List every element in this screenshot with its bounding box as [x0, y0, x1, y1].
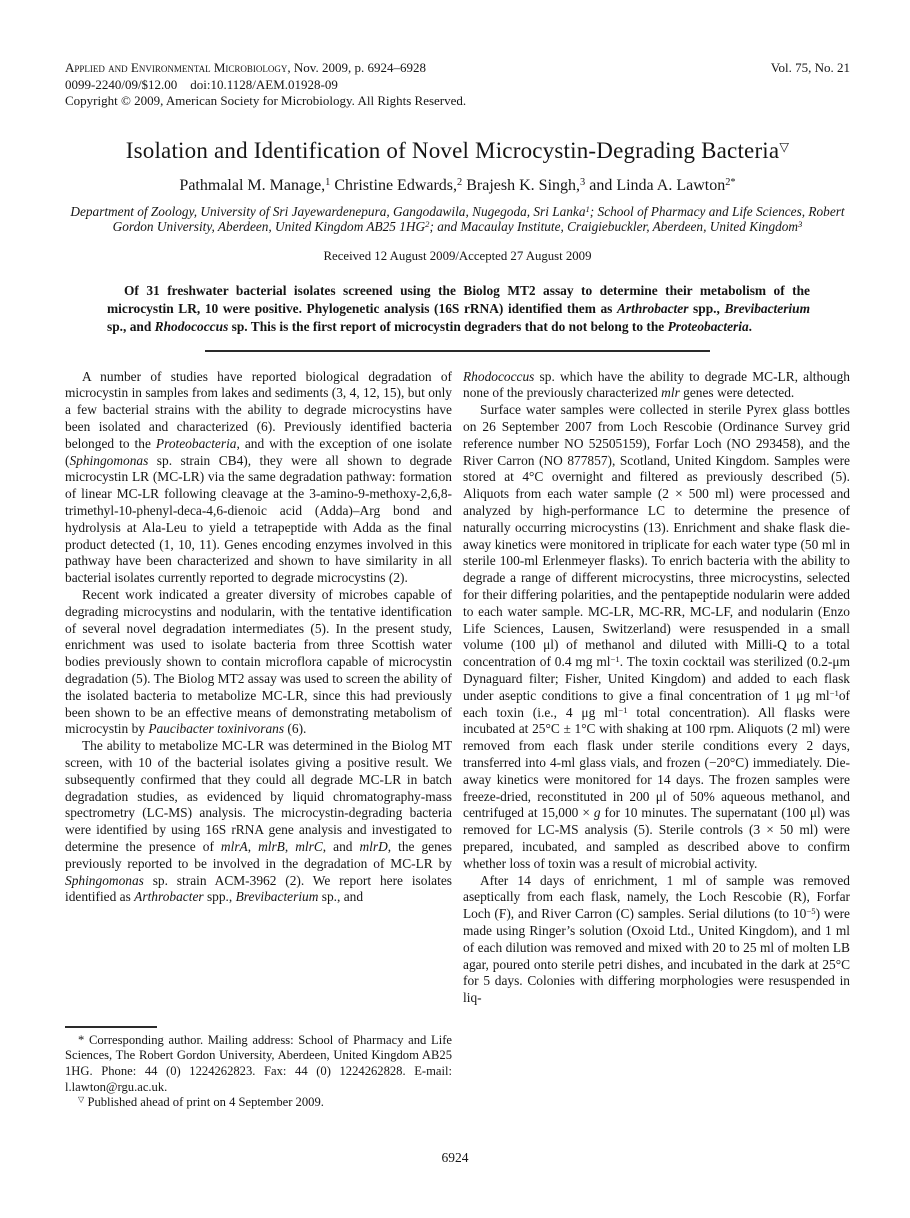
abstract: Of 31 freshwater bacterial isolates screened using the Biolog MT2 assay to determine their metabolism of the microcystin LR, 10 were positive. Phylogenetic analysis (16S rRNA) identified them as Arthrobacter spp., Brevibacterium sp., and Rhodococcus sp. This is the first report of microcystin degraders that do not belong to the Proteobacteria. [107, 282, 810, 334]
paragraph: The ability to metabolize MC-LR was determined in the Biolog MT screen, with 10 of the bacterial isolates giving a positive result. We subsequently confirmed that they could all degrade MC-LR in batch degradation studies, as evidenced by liquid chromatography-mass spectrometry (LC-MS) analysis. The microcystin-degrading bacteria were identified by using 16S rRNA gene analysis and investigated to determine the presence of mlrA, mlrB, mlrC, and mlrD, the genes previously reported to be involved in the degradation of MC-LR by Sphingomonas sp. strain ACM-3962 (2). We report here isolates identified as Arthrobacter spp., Brevibacterium sp., and [65, 738, 452, 905]
left-column [65, 369, 452, 1111]
body-columns [65, 369, 850, 1111]
received-accepted-line: Received 12 August 2009/Accepted 27 August 2009 [323, 248, 592, 263]
masthead-left [65, 60, 850, 110]
paragraph: A number of studies have reported biological degradation of microcystin in samples from lakes and sediments (3, 4, 12, 15), but only a few bacterial strains with the ability to degrade microcystins have been isolated and characterized (6). Previously identified bacteria belonged to the Proteobacteria, and with the exception of one isolate (Sphingomonas sp. strain CB4), they were all shown to degrade microcystin LR (MC-LR) via the same degradation pathway: formation of linear MC-LR following cleavage at the 3-amino-9-methoxy-2,6,8-trimethyl-10-phenyl-deca-4,6-dienoic acid (Adda)–Arg bond and hydrolysis at Ala-Leu to yield a tetrapeptide with Adda as the final product detected (1, 10, 11). Genes encoding enzymes involved in this pathway have been characterized and shown to have similarity in all bacterial isolates currently reported to degrade microcystins (2). [65, 368, 452, 586]
right-column [463, 369, 850, 1111]
authors-line: Pathmalal M. Manage,$^1$ Christine Edwards,$^2$ Brajesh K. Singh,$^3$ and Linda A. Lawton$^{2*}$ [179, 176, 736, 194]
volume-issue-line: Vol. 75, No. 21 [770, 60, 850, 75]
abstract-divider [205, 350, 710, 352]
paragraph: Rhodococcus sp. which have the ability to degrade MC-LR, although none of the previously characterized mlr genes were detected. [463, 368, 850, 401]
footnotes [65, 1026, 452, 1111]
page-number: 6924 [441, 1150, 469, 1165]
issn-doi-line: 0099-2240/09/$12.00 doi:10.1128/AEM.01928-09 [65, 76, 338, 92]
paragraph: Recent work indicated a greater diversity of microbes capable of degrading microcystins and nodularin, with the tentative identification of several novel degradation intermediates (5). In the present study, enrichment was used to isolate bacteria from three Scottish water bodies previously shown to contain microflora capable of microcystin degradation (5). The Biolog MT2 assay was used to screen the ability of the isolated bacteria to metabolize MC-LR, since this had previously been shown to be an effective means of demonstrating metabolism of microcystin by Paucibacter toxinivorans (6). [65, 587, 452, 737]
paragraph: Surface water samples were collected in sterile Pyrex glass bottles on 26 September 2007 from Loch Rescobie (Ordinance Survey grid reference number NO 52505159), Forfar Loch (NO 293458), and the River Carron (NO 877857), Scotland, United Kingdom. Samples were stored at 4°C overnight and filtered as previously described (5). Aliquots from each water sample (2 × 500 ml) were processed and analyzed by high-performance LC to determine the presence of naturally occurring microcystins (13). Enrichment and shake flask die-away kinetics were monitored in triplicate for each water type (50 ml in sterile 100-ml Erlenmeyer flasks). To enrich bacteria with the ability to degrade a range of different microcystins, three microcystins, selected for their differing polarities, and the pentapeptide nodularin were added to each water sample. MC-LR, MC-RR, MC-LF, and nodularin (Enzo Life Sciences, Lausen, Switzerland) were resuspended in a small volume (100 μl) of methanol and diluted with Milli-Q to a total concentration of 0.4 mg $ml^{-1}$. The toxin cocktail was sterilized (0.2-μm Dynaguard filter; Fisher, United Kingdom) and added to each flask under aseptic conditions to give a final concentration of 1 μg $ml^{-1}of$ each toxin (i.e., 4 μg $ml^{-1}$ total concentration). All flasks were incubated at 25°C ± 1°C with shaking at 100 rpm. Aliquots (2 ml) were removed from each flask under sterile conditions every 2 days, transferred into 4-ml glass vials, and frozen (−20°C) immediately. Die-away kinetics were monitored for 14 days. The frozen samples were freeze-dried, reconstituted in 200 μl of 50% aqueous methanol, and centrifuged at 15,000 × g for 10 minutes. The supernatant (100 μl) was removed for LC-MS analysis (5). Sterile controls (3 × 50 ml) were prepared, incubated, and sampled as described above to confirm whether loss of toxin was a result of microbial activity. [463, 402, 850, 871]
left-column-text [65, 369, 452, 907]
journal-citation-line: Applied and Environmental Microbiology, Nov. 2009, p. 6924–6928 [65, 60, 426, 75]
article-title: Isolation and Identification of Novel Microcystin-Degrading Bacteria▽ [125, 137, 790, 163]
footnote-divider [65, 1026, 157, 1028]
affiliations: Department of Zoology, University of Sri Jayewardenepura, Gangodawila, Nugegoda, Sri Lanka$^1$; School of Pharmacy and Life Sciences, Robert Gordon University, Aberdeen, United Kingdom AB25 $1HG^2$; and Macaulay Institute, Craigiebuckler, Aberdeen, United Kingdom$^3$ [70, 203, 845, 235]
footnote-text [65, 1033, 452, 1111]
masthead [65, 60, 850, 110]
right-column-text [463, 369, 850, 1007]
paragraph: After 14 days of enrichment, 1 ml of sample was removed aseptically from each flask, namely, the Loch Rescobie (R), Forfar Loch (F), and River Carron (C) samples. Serial dilutions (to $10^{-5}$) were made using Ringer’s solution (Oxoid Ltd., United Kingdom), and 1 ml of each dilution was removed and mixed with 20 to 25 ml of molten LB agar, poured onto sterile petri dishes, and incubated in the dark at 25°C for 5 days. Colonies with differing morphologies were resuspended in liq- [463, 872, 850, 1006]
copyright-line: Copyright © 2009, American Society for Microbiology. All Rights Reserved. [65, 93, 467, 108]
paragraph: ▽ Published ahead of print on 4 September 2009. [78, 1095, 324, 1110]
paragraph: * Corresponding author. Mailing address: School of Pharmacy and Life Sciences, The Robert Gordon University, Aberdeen, United Kingdom AB25 1HG. Phone: 44 (0) 1224262823. Fax: 44 (0) 1224262828. E-mail: l.lawton@rgu.ac.uk. [65, 1032, 452, 1094]
